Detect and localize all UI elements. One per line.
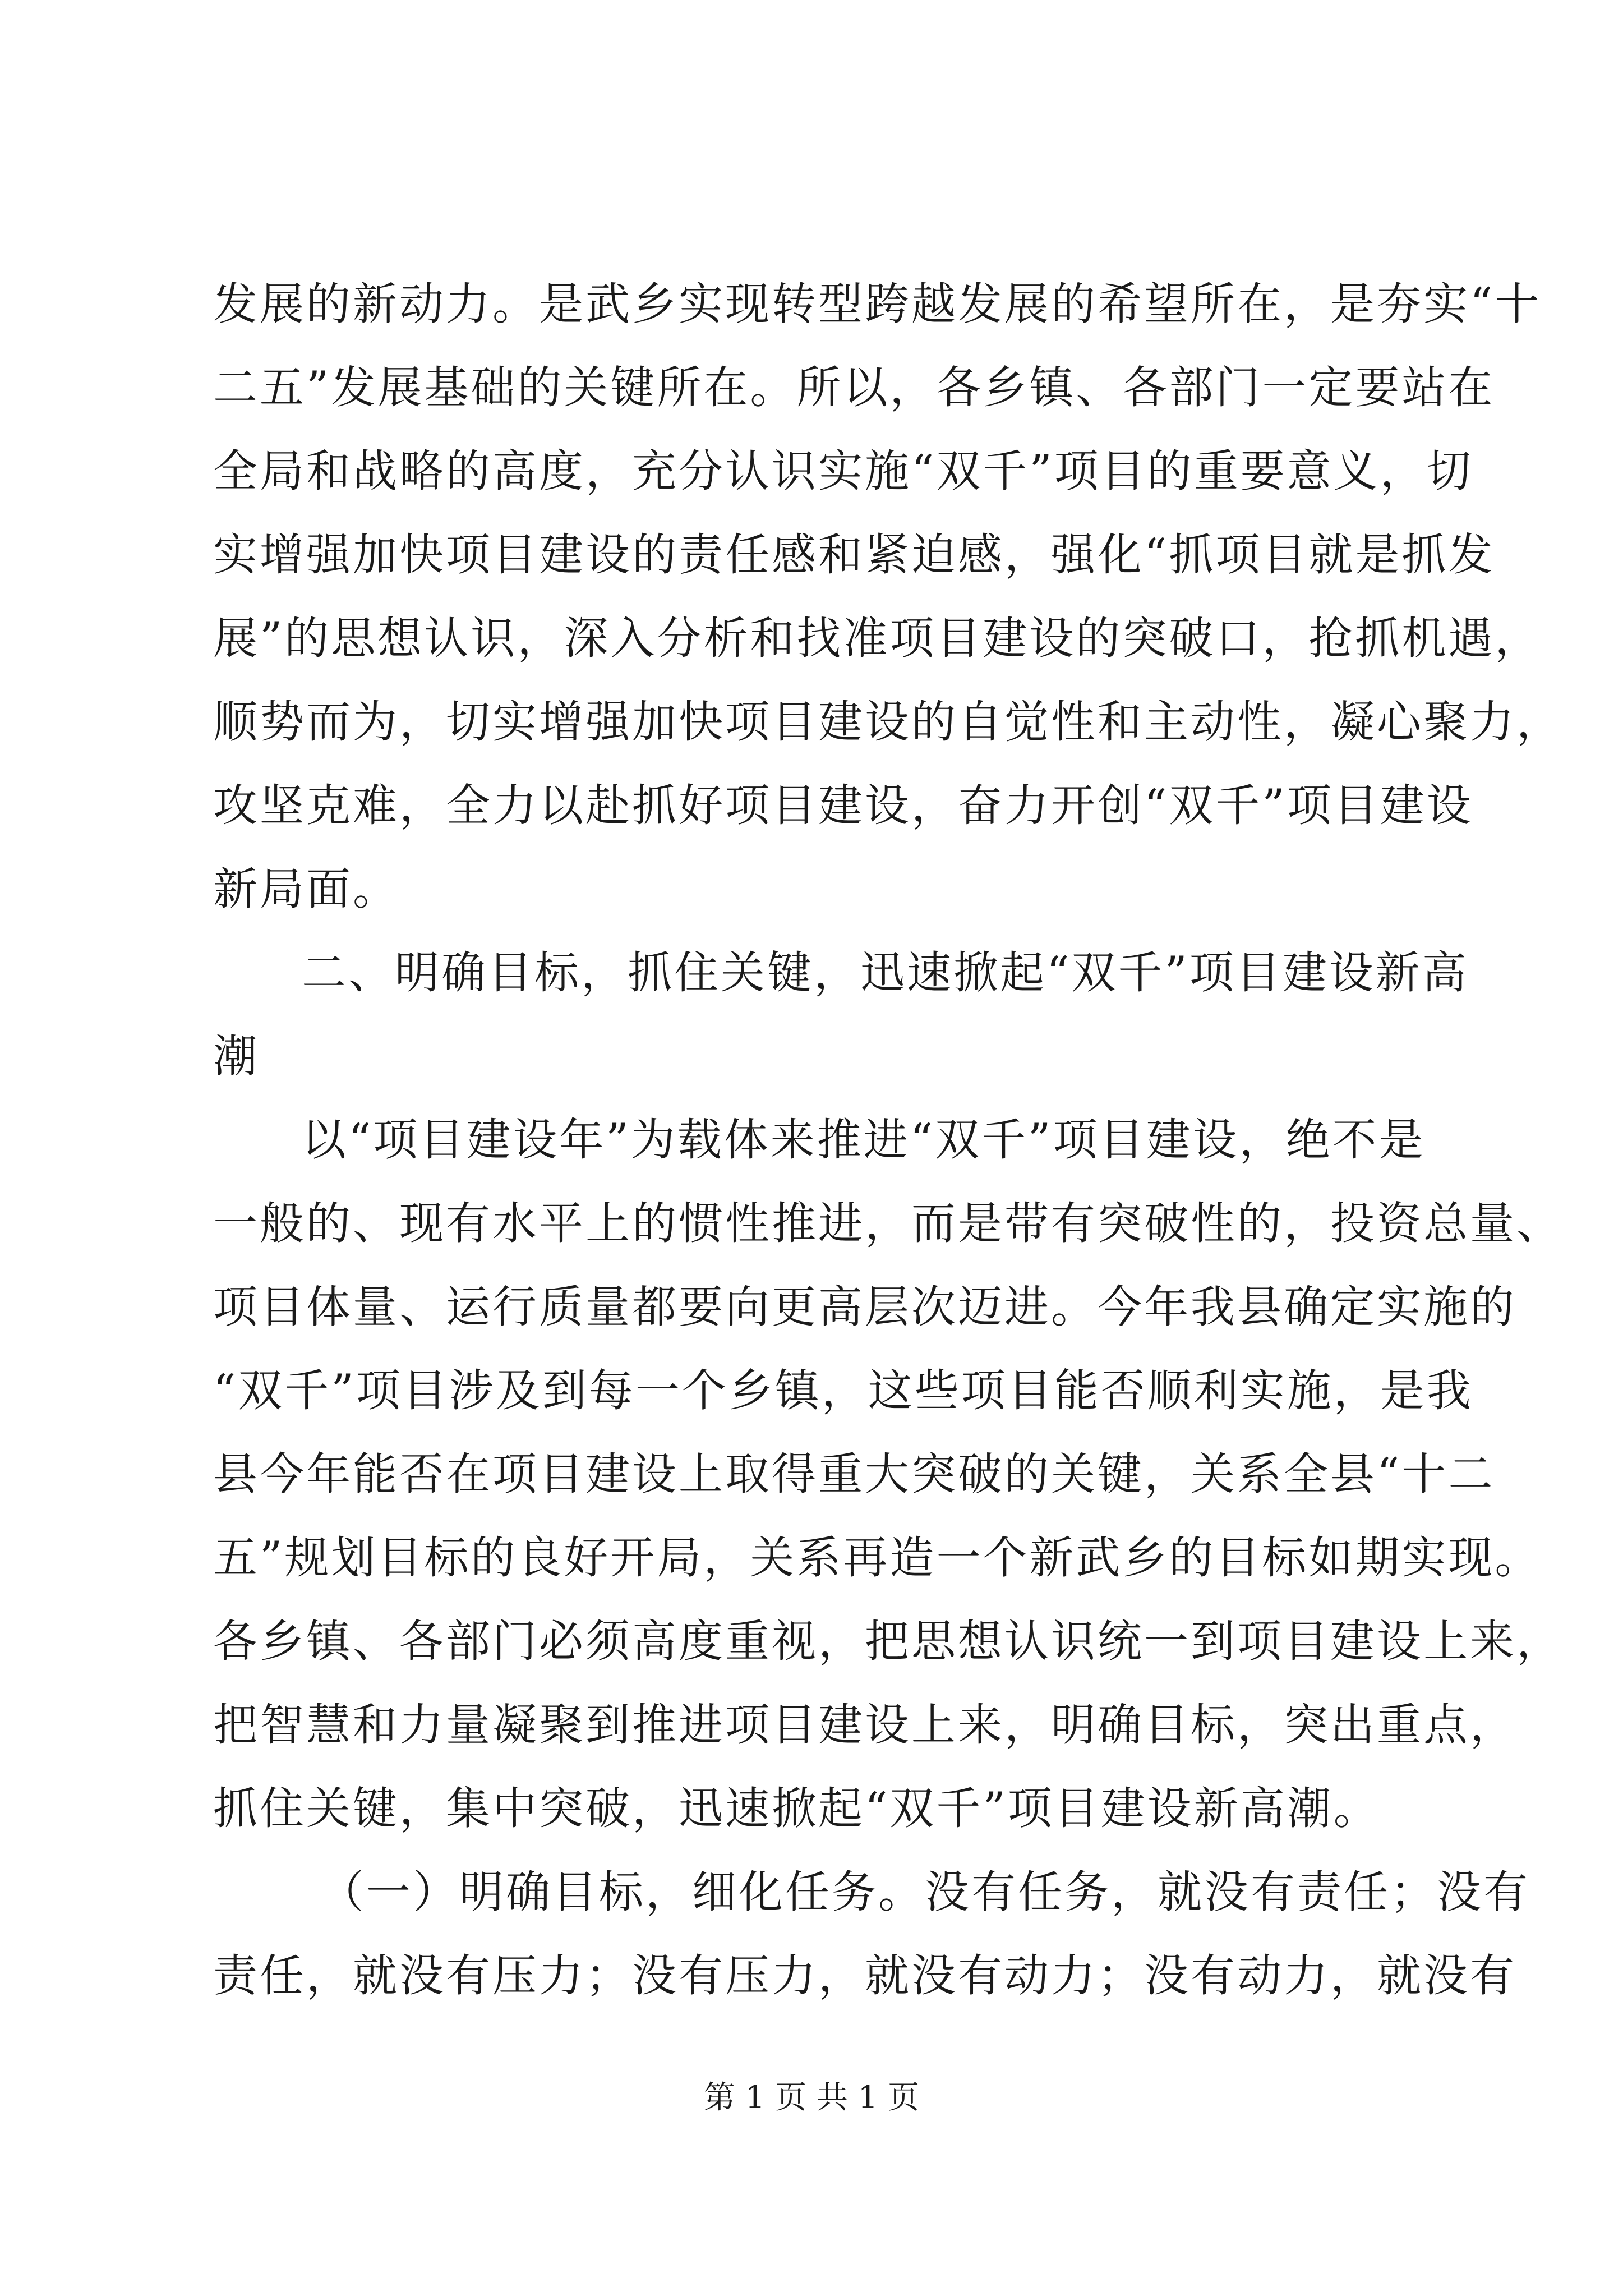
text-line: 项目体量、运行质量都要向更高层次迈进。今年我县确定实施的 xyxy=(213,1281,1516,1333)
text-line: 顺势而为，切实增强加快项目建设的自觉性和主动性，凝心聚力， xyxy=(213,696,1563,748)
text-line: 以“项目建设年”为载体来推进“双千”项目建设，绝不是 xyxy=(302,1114,1426,1166)
text-line: 五”规划目标的良好开局，关系再造一个新武乡的目标如期实现。 xyxy=(213,1532,1542,1584)
text-line: 二五”发展基础的关键所在。所以，各乡镇、各部门一定要站在 xyxy=(213,362,1495,413)
section-heading-line: 二、明确目标，抓住关键，迅速掀起“双千”项目建设新高 xyxy=(302,947,1469,999)
text-line: 一般的、现有水平上的惯性推进，而是带有突破性的，投资总量、 xyxy=(213,1198,1563,1249)
text-line: 把智慧和力量凝聚到推进项目建设上来，明确目标，突出重点， xyxy=(213,1699,1516,1751)
text-line: 新局面。 xyxy=(213,863,399,915)
text-line: 全局和战略的高度，充分认识实施“双千”项目的重要意义，切 xyxy=(213,445,1473,497)
text-line: 各乡镇、各部门必须高度重视，把思想认识统一到项目建设上来， xyxy=(213,1616,1563,1667)
text-line: 展”的思想认识，深入分析和找准项目建设的突破口，抢抓机遇， xyxy=(213,613,1542,664)
page-number-footer: 第 1 页 共 1 页 xyxy=(703,2079,920,2116)
text-line: 县今年能否在项目建设上取得重大突破的关键，关系全县“十二 xyxy=(213,1448,1495,1500)
text-line: （一）明确目标，细化任务。没有任务，就没有责任；没有 xyxy=(320,1866,1530,1918)
section-heading-line: 潮 xyxy=(213,1030,260,1082)
text-line: 抓住关键，集中突破，迅速掀起“双千”项目建设新高潮。 xyxy=(213,1783,1380,1834)
text-line: 实增强加快项目建设的责任感和紧迫感，强化“抓项目就是抓发 xyxy=(213,529,1495,581)
document-body xyxy=(213,263,1563,2018)
text-line: 攻坚克难，全力以赴抓好项目建设，奋力开创“双千”项目建设 xyxy=(213,780,1473,831)
text-line: “双千”项目涉及到每一个乡镇，这些项目能否顺利实施，是我 xyxy=(213,1365,1473,1416)
text-line: 责任，就没有压力；没有压力，就没有动力；没有动力，就没有 xyxy=(213,1950,1516,2001)
text-line: 发展的新动力。是武乡实现转型跨越发展的希望所在，是夯实“十 xyxy=(213,278,1542,330)
